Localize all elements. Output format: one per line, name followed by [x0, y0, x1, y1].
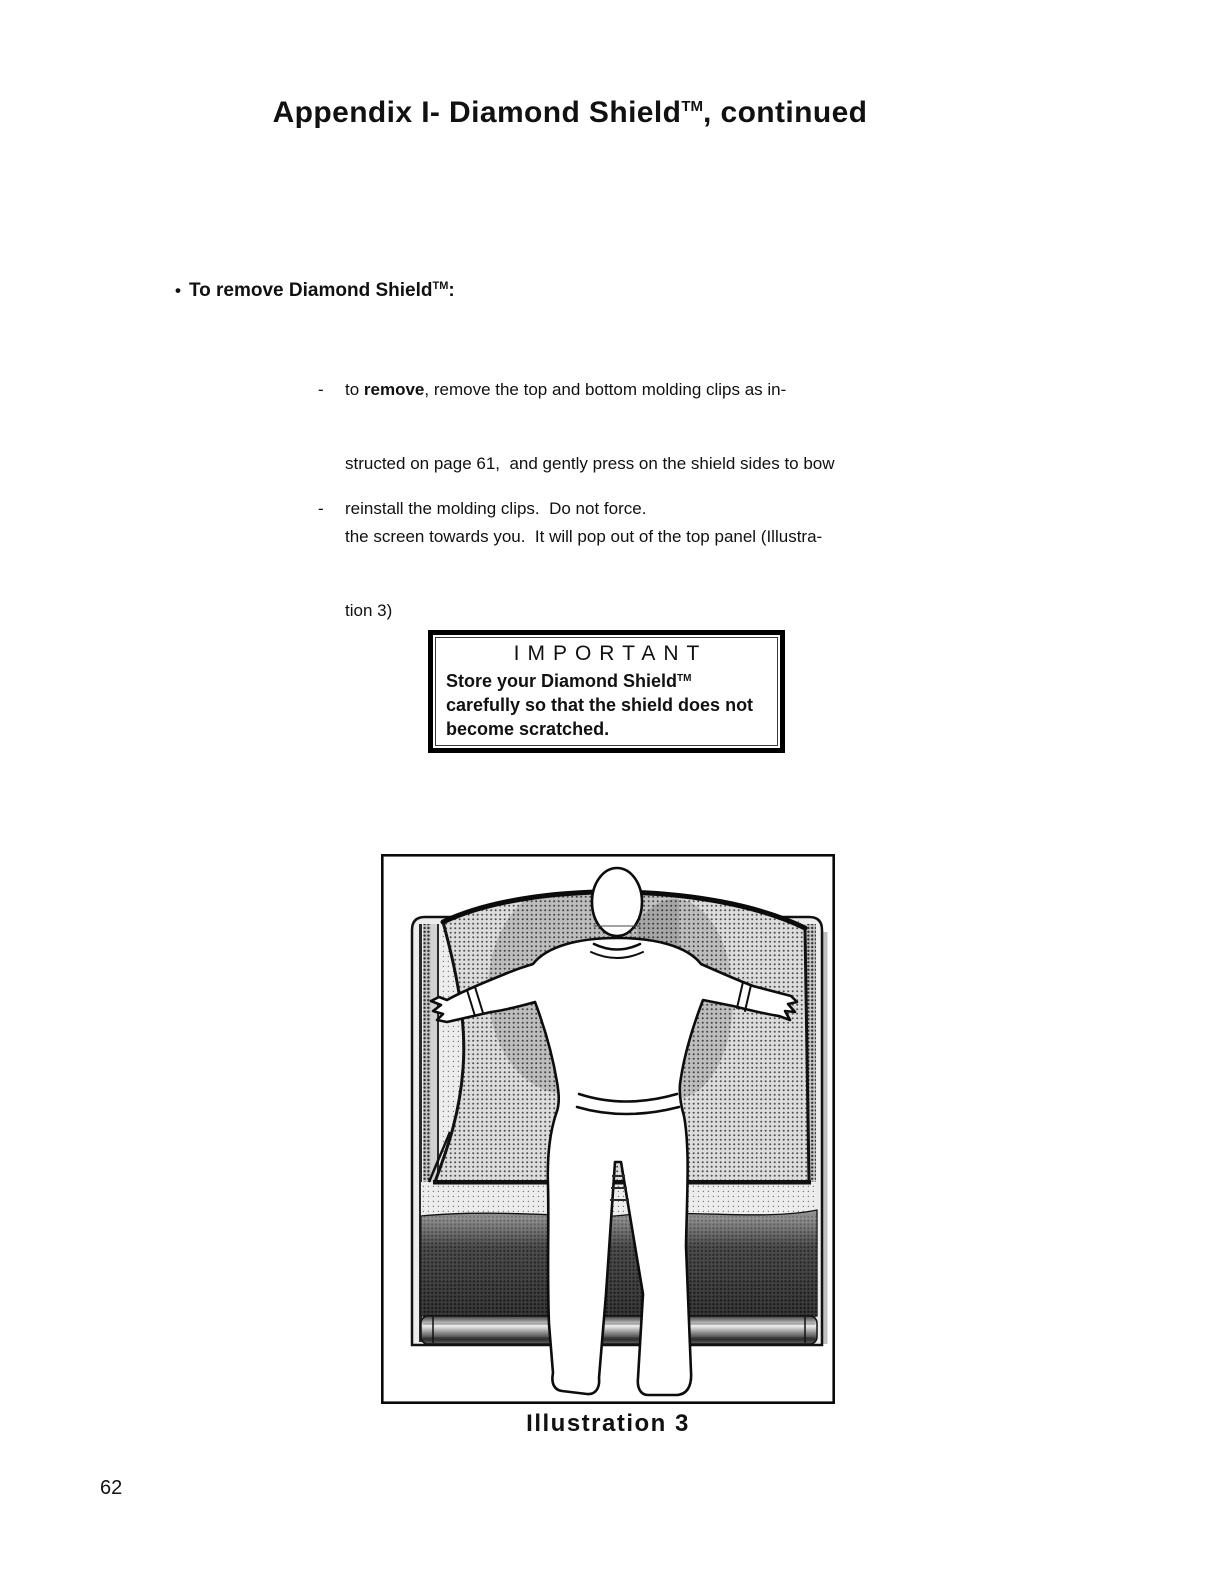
page-title-text: Appendix I- Diamond Shield: [272, 96, 682, 129]
page-number: 62: [100, 1477, 123, 1499]
instruction-item-2: [318, 448, 646, 546]
instruction-line: structed on page 61, and gently press on the shield sides to bow: [345, 453, 835, 473]
important-line: [446, 667, 775, 693]
emphasized-word: remove: [363, 380, 425, 399]
remove-section-heading: [175, 280, 455, 302]
instruction-line: [318, 497, 646, 522]
important-title: IMPORTANT: [513, 642, 708, 665]
page-title: [160, 96, 980, 130]
tv-shield-removal-illustration: [381, 854, 835, 1404]
instruction-line: the screen towards you. It will pop out of the top panel (Illustra-: [345, 527, 823, 546]
dash-glyph: -: [318, 499, 324, 518]
line-text: reinstall the molding clips. Do not force.: [345, 499, 647, 518]
trademark-superscript: TM: [681, 98, 704, 115]
tv-speaker-bar: [421, 1316, 817, 1344]
page-title-suffix: , continued: [703, 96, 868, 129]
dash-glyph: -: [318, 380, 324, 399]
heading-colon: :: [448, 280, 455, 301]
instruction-line: [318, 378, 835, 403]
heading-text: To remove Diamond Shield: [188, 280, 433, 301]
important-notice-inner-frame: [435, 637, 778, 746]
line-text: , remove the top and bottom molding clips as in-: [424, 380, 787, 399]
instruction-line: tion 3): [345, 600, 393, 620]
important-line: carefully so that the shield does not: [446, 695, 754, 715]
important-line: become scratched.: [446, 719, 610, 739]
trademark-superscript: TM: [677, 673, 692, 684]
important-notice-box: [428, 630, 785, 753]
bullet-glyph: •: [175, 281, 181, 300]
illustration-3-figure: [381, 854, 835, 1404]
trademark-superscript: TM: [432, 280, 449, 292]
line-text: to: [345, 380, 364, 399]
important-line-text: Store your Diamond Shield: [446, 671, 678, 691]
screen-bottom-line: [433, 1180, 811, 1185]
tv-base-texture: [421, 1216, 817, 1316]
illustration-caption: Illustration 3: [526, 1410, 690, 1437]
